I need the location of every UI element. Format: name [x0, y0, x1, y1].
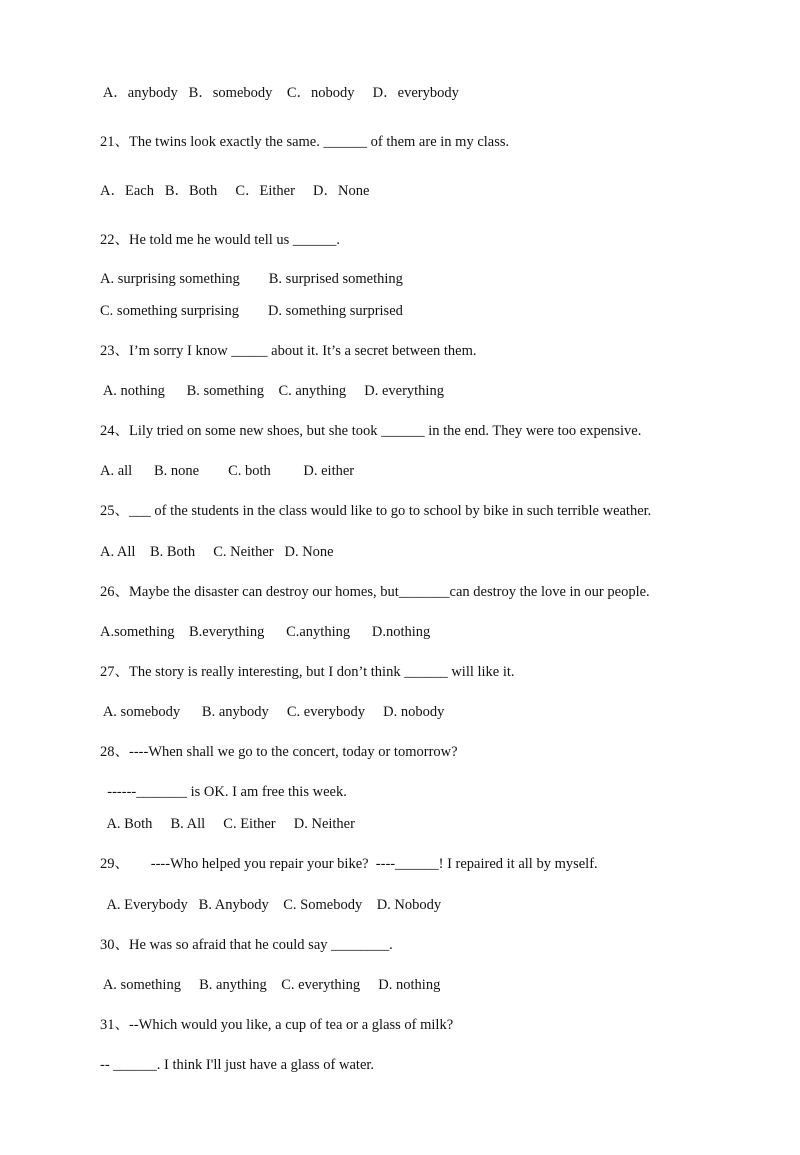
q25-question: 25、___ of the students in the class would like to go to school by bike in such terrible weather. [100, 503, 652, 519]
q21-options: A．Each B．Both C．Either D．None [100, 183, 370, 199]
q22-options-row1: A. surprising something B. surprised something [100, 271, 403, 287]
q30-question: 30、He was so afraid that he could say ________. [100, 937, 393, 953]
q26-question: 26、Maybe the disaster can destroy our homes, but_______can destroy the love in our people. [100, 584, 650, 600]
q22-question: 22、He told me he would tell us ______. [100, 232, 341, 248]
q26-options: A.something B.everything C.anything D.nothing [100, 624, 431, 640]
q25-options: A. All B. Both C. Neither D. None [100, 544, 334, 560]
q24-options: A. all B. none C. both D. either [100, 463, 355, 479]
q30-options: A. something B. anything C. everything D. nothing [100, 977, 441, 993]
q28-question: 28、----When shall we go to the concert, today or tomorrow? [100, 744, 458, 760]
q29-question: 29、 ----Who helped you repair your bike? ----______! I repaired it all by myself. [100, 856, 598, 872]
q31-response: -- ______. I think I'll just have a glass of water. [100, 1057, 375, 1073]
q23-question: 23、I’m sorry I know _____ about it. It’s a secret between them. [100, 343, 477, 359]
q21-question: 21、The twins look exactly the same. ______ of them are in my class. [100, 134, 510, 150]
q28-response: ------_______ is OK. I am free this week. [100, 784, 347, 800]
q29-options: A. Everybody B. Anybody C. Somebody D. Nobody [100, 897, 442, 913]
q23-options: A. nothing B. something C. anything D. everything [100, 383, 444, 399]
q28-options: A. Both B. All C. Either D. Neither [100, 816, 355, 832]
q24-question: 24、Lily tried on some new shoes, but she took ______ in the end. They were too expensive. [100, 423, 642, 439]
q31-question: 31、--Which would you like, a cup of tea or a glass of milk? [100, 1017, 454, 1033]
q27-question: 27、The story is really interesting, but I don’t think ______ will like it. [100, 664, 515, 680]
q20-options: A．anybody B．somebody C．nobody D．everybody [100, 85, 459, 101]
q22-options-row2: C. something surprising D. something surprised [100, 303, 403, 319]
q27-options: A. somebody B. anybody C. everybody D. nobody [100, 704, 445, 720]
